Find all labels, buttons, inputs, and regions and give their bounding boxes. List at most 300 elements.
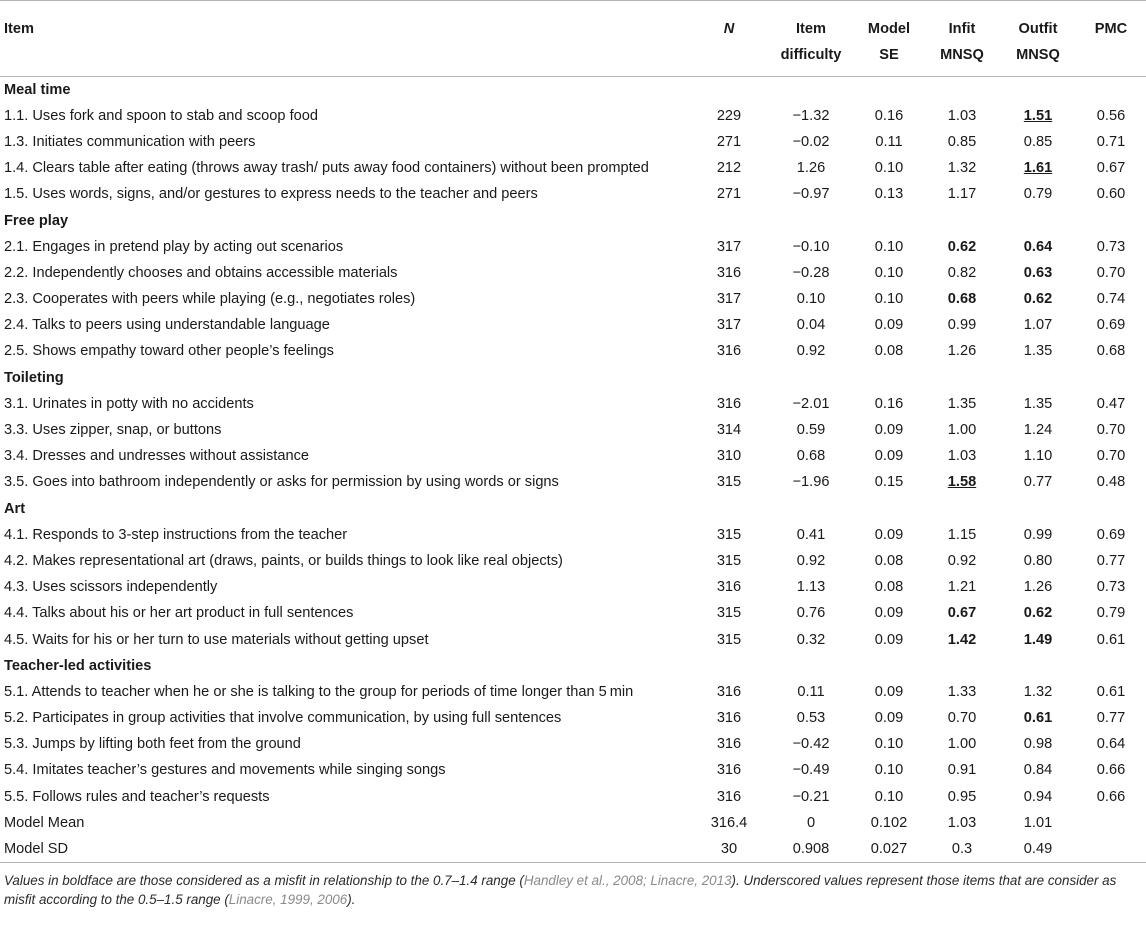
summary-pmc bbox=[1076, 836, 1146, 862]
table-row bbox=[0, 181, 1146, 207]
section-row bbox=[0, 207, 1146, 233]
section-row bbox=[0, 365, 1146, 391]
table-row bbox=[0, 417, 1146, 443]
cell-infit bbox=[924, 548, 1000, 574]
cell-difficulty bbox=[768, 312, 854, 338]
cell-outfit bbox=[1000, 417, 1076, 443]
value-infit: 0.70 bbox=[947, 710, 977, 727]
cell-difficulty bbox=[768, 443, 854, 469]
summary-infit: 0.3 bbox=[951, 840, 973, 857]
section-title: Meal time bbox=[4, 81, 71, 98]
table-row bbox=[0, 469, 1146, 495]
section-title: Art bbox=[4, 500, 26, 517]
value-n: 317 bbox=[716, 291, 742, 308]
value-pmc: 0.61 bbox=[1096, 683, 1126, 700]
value-difficulty: 0.59 bbox=[796, 422, 826, 439]
value-difficulty: −1.32 bbox=[792, 107, 830, 124]
cell-difficulty bbox=[768, 705, 854, 731]
footnote-text-3: ). bbox=[347, 891, 356, 907]
value-infit: 1.17 bbox=[947, 186, 977, 203]
cell-n bbox=[690, 234, 768, 260]
value-n: 271 bbox=[716, 133, 742, 150]
value-pmc: 0.74 bbox=[1096, 291, 1126, 308]
value-outfit: 0.84 bbox=[1023, 762, 1053, 779]
item-label: 4.1. Responds to 3-step instructions from the teacher bbox=[4, 526, 348, 543]
value-infit: 1.32 bbox=[947, 160, 977, 177]
cell-n bbox=[690, 155, 768, 181]
cell-infit bbox=[924, 417, 1000, 443]
cell-se bbox=[854, 626, 924, 652]
cell-n bbox=[690, 731, 768, 757]
cell-infit bbox=[924, 155, 1000, 181]
table-footnote bbox=[0, 863, 1146, 909]
value-infit: 1.33 bbox=[947, 683, 977, 700]
cell-infit bbox=[924, 312, 1000, 338]
value-outfit: 0.94 bbox=[1023, 788, 1053, 805]
table-row bbox=[0, 129, 1146, 155]
cell-difficulty bbox=[768, 103, 854, 129]
value-outfit: 1.35 bbox=[1023, 395, 1053, 412]
value-infit: 1.15 bbox=[947, 526, 977, 543]
value-difficulty: 0.53 bbox=[796, 710, 826, 727]
value-n: 310 bbox=[716, 448, 742, 465]
cell-n bbox=[690, 757, 768, 783]
item-label: 3.5. Goes into bathroom independently or asks for permission by using words or signs bbox=[4, 474, 559, 491]
cell-difficulty bbox=[768, 181, 854, 207]
value-n: 316 bbox=[716, 683, 742, 700]
value-se: 0.08 bbox=[874, 579, 904, 596]
cell-outfit bbox=[1000, 626, 1076, 652]
summary-outfit: 0.49 bbox=[1023, 840, 1053, 857]
cell-difficulty bbox=[768, 626, 854, 652]
value-n: 315 bbox=[716, 474, 742, 491]
value-outfit: 0.85 bbox=[1023, 133, 1053, 150]
table-row bbox=[0, 260, 1146, 286]
value-pmc: 0.61 bbox=[1096, 631, 1126, 648]
cell-pmc bbox=[1076, 705, 1146, 731]
cell-pmc bbox=[1076, 600, 1146, 626]
value-outfit: 1.07 bbox=[1023, 317, 1053, 334]
summary-outfit: 1.01 bbox=[1023, 814, 1053, 831]
value-pmc: 0.77 bbox=[1096, 710, 1126, 727]
value-difficulty: 0.04 bbox=[796, 317, 826, 334]
cell-n bbox=[690, 784, 768, 810]
cell-se bbox=[854, 469, 924, 495]
value-infit: 0.62 bbox=[947, 238, 977, 255]
cell-outfit bbox=[1000, 469, 1076, 495]
header-se-line2: SE bbox=[879, 47, 899, 63]
item-label: 4.5. Waits for his or her turn to use materials without getting upset bbox=[4, 631, 429, 648]
cell-infit bbox=[924, 443, 1000, 469]
value-infit: 1.26 bbox=[947, 343, 977, 360]
value-n: 316 bbox=[716, 762, 742, 779]
value-n: 316 bbox=[716, 736, 742, 753]
table-row bbox=[0, 522, 1146, 548]
section-row bbox=[0, 496, 1146, 522]
value-difficulty: −0.28 bbox=[792, 264, 830, 281]
cell-se bbox=[854, 286, 924, 312]
value-se: 0.09 bbox=[874, 448, 904, 465]
cell-outfit bbox=[1000, 155, 1076, 181]
cell-pmc bbox=[1076, 626, 1146, 652]
value-pmc: 0.69 bbox=[1096, 317, 1126, 334]
header-pmc: PMC bbox=[1094, 21, 1128, 37]
cell-outfit bbox=[1000, 312, 1076, 338]
item-label: 5.4. Imitates teacher’s gestures and movements while singing songs bbox=[4, 762, 446, 779]
value-difficulty: −1.96 bbox=[792, 474, 830, 491]
cell-difficulty bbox=[768, 417, 854, 443]
table-row bbox=[0, 626, 1146, 652]
item-label: 4.4. Talks about his or her art product in full sentences bbox=[4, 605, 354, 622]
value-pmc: 0.64 bbox=[1096, 736, 1126, 753]
header-se-line1: Model bbox=[867, 21, 911, 37]
table-row bbox=[0, 705, 1146, 731]
value-se: 0.10 bbox=[874, 762, 904, 779]
item-label: 5.1. Attends to teacher when he or she is talking to the group for periods of time longer than 5 min bbox=[4, 683, 634, 700]
value-n: 316 bbox=[716, 343, 742, 360]
value-pmc: 0.47 bbox=[1096, 395, 1126, 412]
value-outfit: 0.62 bbox=[1023, 605, 1053, 622]
cell-infit bbox=[924, 391, 1000, 417]
cell-pmc bbox=[1076, 312, 1146, 338]
value-outfit: 1.51 bbox=[1023, 107, 1053, 124]
value-difficulty: −0.10 bbox=[792, 238, 830, 255]
value-difficulty: −2.01 bbox=[792, 395, 830, 412]
cell-infit bbox=[924, 731, 1000, 757]
cell-outfit bbox=[1000, 705, 1076, 731]
value-se: 0.08 bbox=[874, 343, 904, 360]
value-infit: 0.67 bbox=[947, 605, 977, 622]
section-row bbox=[0, 653, 1146, 679]
value-outfit: 0.80 bbox=[1023, 552, 1053, 569]
item-label: 2.4. Talks to peers using understandable language bbox=[4, 317, 330, 334]
cell-infit bbox=[924, 338, 1000, 364]
cell-difficulty bbox=[768, 260, 854, 286]
value-pmc: 0.68 bbox=[1096, 343, 1126, 360]
cell-pmc bbox=[1076, 417, 1146, 443]
summary-se: 0.102 bbox=[870, 814, 908, 831]
cell-outfit bbox=[1000, 338, 1076, 364]
value-outfit: 0.61 bbox=[1023, 710, 1053, 727]
cell-pmc bbox=[1076, 286, 1146, 312]
cell-infit bbox=[924, 705, 1000, 731]
value-se: 0.09 bbox=[874, 526, 904, 543]
value-n: 314 bbox=[716, 422, 742, 439]
value-se: 0.09 bbox=[874, 631, 904, 648]
cell-infit bbox=[924, 181, 1000, 207]
cell-se bbox=[854, 181, 924, 207]
cell-outfit bbox=[1000, 679, 1076, 705]
value-infit: 1.03 bbox=[947, 448, 977, 465]
cell-pmc bbox=[1076, 574, 1146, 600]
section-title: Teacher-led activities bbox=[4, 657, 152, 674]
footnote-citation-2[interactable]: Linacre, 1999, 2006 bbox=[228, 891, 348, 907]
cell-outfit bbox=[1000, 103, 1076, 129]
value-n: 229 bbox=[716, 107, 742, 124]
value-outfit: 1.26 bbox=[1023, 579, 1053, 596]
cell-infit bbox=[924, 626, 1000, 652]
value-difficulty: 1.13 bbox=[796, 579, 826, 596]
cell-difficulty bbox=[768, 469, 854, 495]
table-row bbox=[0, 338, 1146, 364]
value-outfit: 0.64 bbox=[1023, 238, 1053, 255]
cell-difficulty bbox=[768, 286, 854, 312]
value-outfit: 0.77 bbox=[1023, 474, 1053, 491]
section-row bbox=[0, 77, 1146, 103]
value-difficulty: 1.26 bbox=[796, 160, 826, 177]
table-row bbox=[0, 443, 1146, 469]
cell-n bbox=[690, 626, 768, 652]
cell-n bbox=[690, 417, 768, 443]
cell-n bbox=[690, 129, 768, 155]
value-pmc: 0.79 bbox=[1096, 605, 1126, 622]
cell-difficulty bbox=[768, 679, 854, 705]
value-outfit: 1.49 bbox=[1023, 631, 1053, 648]
value-infit: 0.82 bbox=[947, 264, 977, 281]
header-infit-line2: MNSQ bbox=[940, 47, 984, 63]
cell-se bbox=[854, 129, 924, 155]
summary-label: Model Mean bbox=[4, 814, 85, 831]
value-difficulty: 0.76 bbox=[796, 605, 826, 622]
summary-row bbox=[0, 836, 1146, 862]
value-outfit: 1.24 bbox=[1023, 422, 1053, 439]
value-se: 0.08 bbox=[874, 552, 904, 569]
cell-outfit bbox=[1000, 574, 1076, 600]
table-row bbox=[0, 757, 1146, 783]
cell-outfit bbox=[1000, 522, 1076, 548]
value-outfit: 0.99 bbox=[1023, 526, 1053, 543]
summary-n: 316.4 bbox=[710, 814, 748, 831]
value-n: 317 bbox=[716, 238, 742, 255]
value-infit: 1.00 bbox=[947, 422, 977, 439]
cell-infit bbox=[924, 129, 1000, 155]
cell-infit bbox=[924, 234, 1000, 260]
cell-n bbox=[690, 600, 768, 626]
table-row bbox=[0, 312, 1146, 338]
cell-se bbox=[854, 784, 924, 810]
cell-pmc bbox=[1076, 757, 1146, 783]
cell-pmc bbox=[1076, 784, 1146, 810]
value-n: 315 bbox=[716, 605, 742, 622]
value-pmc: 0.66 bbox=[1096, 788, 1126, 805]
header-n: N bbox=[723, 21, 735, 37]
value-se: 0.10 bbox=[874, 736, 904, 753]
cell-n bbox=[690, 103, 768, 129]
value-infit: 1.03 bbox=[947, 107, 977, 124]
value-se: 0.10 bbox=[874, 160, 904, 177]
item-label: 4.2. Makes representational art (draws, paints, or builds things to look like real objects) bbox=[4, 552, 563, 569]
value-infit: 1.35 bbox=[947, 395, 977, 412]
summary-n: 30 bbox=[720, 840, 738, 857]
cell-outfit bbox=[1000, 129, 1076, 155]
table-row bbox=[0, 679, 1146, 705]
value-pmc: 0.60 bbox=[1096, 186, 1126, 203]
section-title: Toileting bbox=[4, 369, 64, 386]
value-outfit: 0.62 bbox=[1023, 291, 1053, 308]
cell-infit bbox=[924, 103, 1000, 129]
table-row bbox=[0, 731, 1146, 757]
value-difficulty: −0.42 bbox=[792, 736, 830, 753]
value-pmc: 0.66 bbox=[1096, 762, 1126, 779]
cell-difficulty bbox=[768, 522, 854, 548]
cell-se bbox=[854, 522, 924, 548]
summary-pmc bbox=[1076, 810, 1146, 836]
value-n: 316 bbox=[716, 264, 742, 281]
header-difficulty bbox=[768, 1, 854, 77]
cell-difficulty bbox=[768, 757, 854, 783]
cell-se bbox=[854, 600, 924, 626]
value-pmc: 0.70 bbox=[1096, 448, 1126, 465]
value-se: 0.09 bbox=[874, 710, 904, 727]
value-difficulty: 0.41 bbox=[796, 526, 826, 543]
header-difficulty-line2: difficulty bbox=[780, 47, 842, 63]
cell-se bbox=[854, 731, 924, 757]
value-difficulty: 0.11 bbox=[797, 683, 825, 700]
value-n: 271 bbox=[716, 186, 742, 203]
cell-pmc bbox=[1076, 338, 1146, 364]
value-infit: 0.92 bbox=[947, 552, 977, 569]
header-infit-line1: Infit bbox=[948, 21, 976, 37]
cell-difficulty bbox=[768, 548, 854, 574]
header-outfit-line2: MNSQ bbox=[1016, 47, 1060, 63]
value-se: 0.10 bbox=[874, 291, 904, 308]
value-outfit: 1.10 bbox=[1023, 448, 1053, 465]
cell-difficulty bbox=[768, 391, 854, 417]
cell-n bbox=[690, 548, 768, 574]
cell-n bbox=[690, 679, 768, 705]
header-outfit bbox=[1000, 1, 1076, 77]
value-n: 315 bbox=[716, 631, 742, 648]
cell-outfit bbox=[1000, 548, 1076, 574]
cell-infit bbox=[924, 286, 1000, 312]
value-pmc: 0.73 bbox=[1096, 579, 1126, 596]
value-pmc: 0.73 bbox=[1096, 238, 1126, 255]
table-row bbox=[0, 600, 1146, 626]
value-se: 0.16 bbox=[874, 107, 904, 124]
cell-se bbox=[854, 234, 924, 260]
value-pmc: 0.56 bbox=[1096, 107, 1126, 124]
cell-outfit bbox=[1000, 391, 1076, 417]
item-label: 5.2. Participates in group activities that involve communication, by using full sentences bbox=[4, 710, 562, 727]
value-infit: 0.85 bbox=[947, 133, 977, 150]
value-se: 0.10 bbox=[874, 788, 904, 805]
value-n: 316 bbox=[716, 710, 742, 727]
value-n: 316 bbox=[716, 395, 742, 412]
cell-infit bbox=[924, 600, 1000, 626]
value-outfit: 1.61 bbox=[1023, 160, 1053, 177]
section-title: Free play bbox=[4, 212, 69, 229]
cell-pmc bbox=[1076, 129, 1146, 155]
cell-se bbox=[854, 705, 924, 731]
cell-n bbox=[690, 338, 768, 364]
item-label: 2.1. Engages in pretend play by acting out scenarios bbox=[4, 238, 344, 255]
cell-difficulty bbox=[768, 731, 854, 757]
item-label: 1.1. Uses fork and spoon to stab and scoop food bbox=[4, 107, 318, 124]
table-row bbox=[0, 234, 1146, 260]
cell-se bbox=[854, 548, 924, 574]
table-row bbox=[0, 391, 1146, 417]
value-pmc: 0.71 bbox=[1096, 133, 1126, 150]
value-difficulty: −0.02 bbox=[792, 133, 830, 150]
value-se: 0.09 bbox=[874, 605, 904, 622]
item-label: 3.4. Dresses and undresses without assistance bbox=[4, 448, 310, 465]
value-difficulty: −0.21 bbox=[792, 788, 830, 805]
value-se: 0.13 bbox=[874, 186, 904, 203]
cell-difficulty bbox=[768, 234, 854, 260]
item-label: 1.4. Clears table after eating (throws away trash/ puts away food containers) without been prompted bbox=[4, 160, 649, 177]
cell-difficulty bbox=[768, 574, 854, 600]
value-se: 0.09 bbox=[874, 422, 904, 439]
value-pmc: 0.48 bbox=[1096, 474, 1126, 491]
item-label: 1.5. Uses words, signs, and/or gestures to express needs to the teacher and peers bbox=[4, 186, 538, 203]
item-label: 5.5. Follows rules and teacher’s requests bbox=[4, 788, 270, 805]
header-item: Item bbox=[4, 21, 35, 37]
cell-n bbox=[690, 260, 768, 286]
cell-n bbox=[690, 391, 768, 417]
value-difficulty: 0.10 bbox=[796, 291, 826, 308]
value-infit: 1.00 bbox=[947, 736, 977, 753]
value-se: 0.16 bbox=[874, 395, 904, 412]
cell-infit bbox=[924, 679, 1000, 705]
table-row bbox=[0, 286, 1146, 312]
table-row bbox=[0, 784, 1146, 810]
value-pmc: 0.70 bbox=[1096, 422, 1126, 439]
cell-outfit bbox=[1000, 784, 1076, 810]
cell-outfit bbox=[1000, 286, 1076, 312]
cell-pmc bbox=[1076, 443, 1146, 469]
cell-difficulty bbox=[768, 155, 854, 181]
footnote-citation-1[interactable]: Handley et al., 2008; Linacre, 2013 bbox=[523, 872, 732, 888]
value-se: 0.09 bbox=[874, 683, 904, 700]
cell-infit bbox=[924, 469, 1000, 495]
cell-se bbox=[854, 103, 924, 129]
summary-row bbox=[0, 810, 1146, 836]
header-outfit-line1: Outfit bbox=[1018, 21, 1058, 37]
cell-difficulty bbox=[768, 338, 854, 364]
cell-infit bbox=[924, 260, 1000, 286]
cell-difficulty bbox=[768, 600, 854, 626]
cell-se bbox=[854, 679, 924, 705]
cell-difficulty bbox=[768, 784, 854, 810]
cell-n bbox=[690, 181, 768, 207]
table-row bbox=[0, 103, 1146, 129]
cell-se bbox=[854, 260, 924, 286]
value-infit: 0.68 bbox=[947, 291, 977, 308]
cell-pmc bbox=[1076, 522, 1146, 548]
table-row bbox=[0, 155, 1146, 181]
cell-n bbox=[690, 705, 768, 731]
cell-se bbox=[854, 312, 924, 338]
cell-pmc bbox=[1076, 103, 1146, 129]
cell-pmc bbox=[1076, 391, 1146, 417]
value-outfit: 1.32 bbox=[1023, 683, 1053, 700]
header-difficulty-line1: Item bbox=[795, 21, 826, 37]
cell-pmc bbox=[1076, 260, 1146, 286]
value-difficulty: 0.68 bbox=[796, 448, 826, 465]
summary-label: Model SD bbox=[4, 840, 69, 857]
value-infit: 0.91 bbox=[947, 762, 977, 779]
cell-pmc bbox=[1076, 234, 1146, 260]
summary-infit: 1.03 bbox=[947, 814, 977, 831]
cell-pmc bbox=[1076, 155, 1146, 181]
cell-pmc bbox=[1076, 679, 1146, 705]
value-pmc: 0.77 bbox=[1096, 552, 1126, 569]
table-row bbox=[0, 548, 1146, 574]
cell-outfit bbox=[1000, 731, 1076, 757]
item-label: 4.3. Uses scissors independently bbox=[4, 579, 218, 596]
value-difficulty: 0.32 bbox=[796, 631, 826, 648]
item-label: 1.3. Initiates communication with peers bbox=[4, 133, 256, 150]
